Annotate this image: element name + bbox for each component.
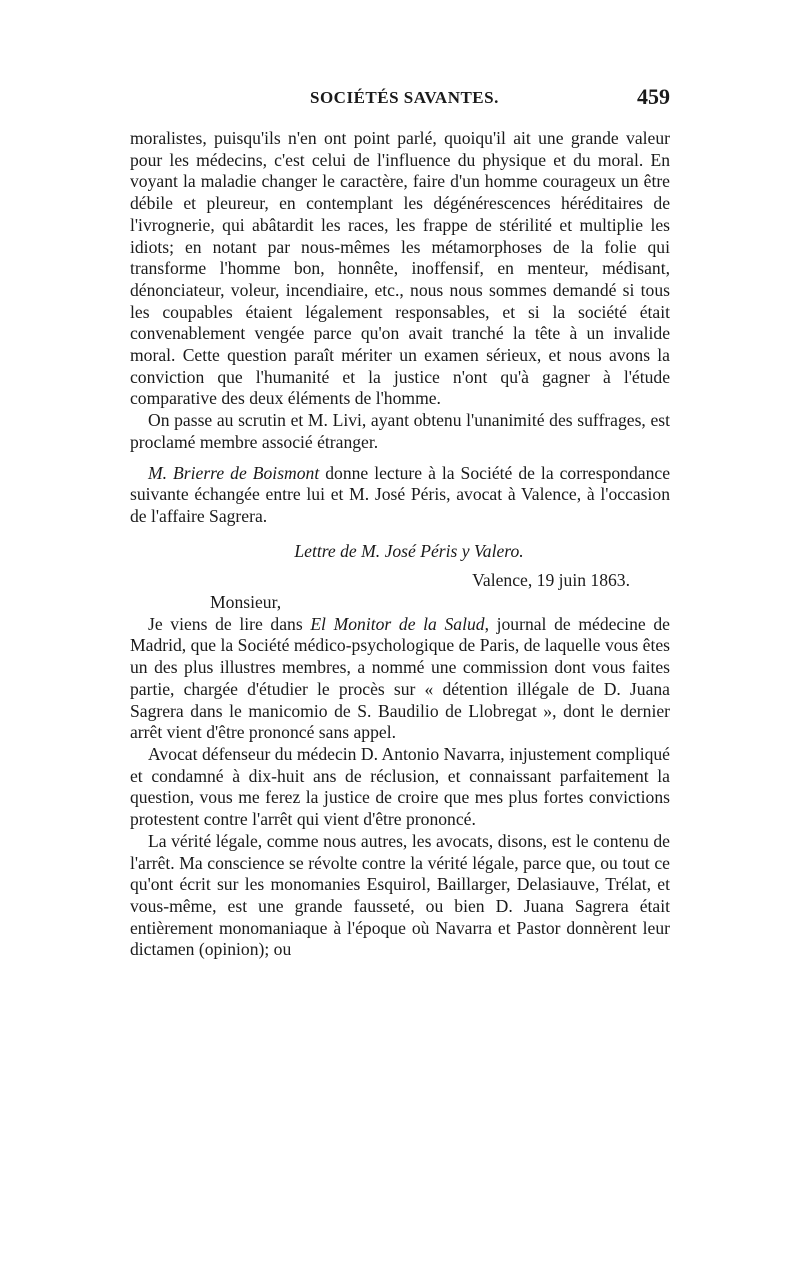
paragraph-election: On passe au scrutin et M. Livi, ayant obtenu l'unanimité des suffrages, est proclamé membre associé étranger. (130, 410, 670, 452)
letter-dateline: Valence, 19 juin 1863. (472, 570, 630, 591)
page-number: 459 (637, 84, 670, 109)
paragraph-letter-intro (130, 614, 670, 744)
running-header (130, 84, 670, 118)
speaker-name: M. Brierre de Boismont (148, 462, 320, 483)
paragraph-correspondence (130, 463, 670, 528)
letter-salutation: Monsieur, (210, 592, 282, 613)
paragraph-correspondence-text: donne lecture à la Société de la correspondance suivante échangée entre lui et M. José Péris, avocat à Valence, à l'occasion de l'affaire Sagrera. (130, 462, 671, 526)
paragraph-defense: Avocat défenseur du médecin D. Antonio Navarra, injustement compliqué et condamné à dix-huit ans de réclusion, et connaissant parfaitement la question, vous me ferez la justice de croire que mes plus fortes convictions protestent contre l'arrêt qui vient d'être prononcé. (130, 743, 670, 830)
body-text (130, 128, 670, 961)
paragraph-legal-truth: La vérité légale, comme nous autres, les avocats, disons, est le contenu de l'arrêt. Ma conscience se révolte contre la vérité légale, parce que, ou tout ce qu'ont écrit sur les monomanies Esquirol, Baillarger, Delasiauve, Trélat, et vous-même, est une grande fausseté, ou bien D. Juana Sagrera était entièrement monomaniaque à l'époque où Navarra et Pastor donnèrent leur dictamen (opinion); ou (130, 830, 670, 960)
paragraph-continuation: moralistes, puisqu'ils n'en ont point parlé, quoiqu'il ait une grande valeur pour les médecins, c'est celui de l'influence du physique et du moral. En voyant la maladie changer le caractère, faire d'un homme courageux un être débile et pleureur, en contemplant les dégénérescences héréditaires de l'ivrognerie, qui abâtardit les races, les frappe de stérilité et multiplie les idiots; en notant par nous-mêmes les métamorphoses de la folie qui transforme l'homme bon, honnête, inoffensif, en menteur, médisant, dénonciateur, voleur, incendiaire, etc., nous nous sommes demandé si tous les coupables étaient légalement responsables, et si la société était convenablement vengée parce qu'on avait tranché la tête à un invalide moral. Cette question paraît mériter un examen sérieux, et nous avons la conviction que l'humanité et la justice n'ont qu'à gagner à l'étude comparative des deux éléments de l'homme. (130, 128, 670, 409)
paragraph-letter-intro-a: Je viens de lire dans (148, 613, 311, 634)
running-title: SOCIÉTÉS SAVANTES. (310, 88, 499, 107)
journal-title: El Monitor de la Salud (310, 613, 485, 634)
paragraph-letter-intro-b: , journal de médecine de Madrid, que la Société médico-psychologique de Paris, de laquelle vous êtes un des plus illustres membres, a nommé une commission dont vous faites partie, chargée d'étudier le procès sur « détention illégale de D. Juana Sagrera dans le manicomio de S. Baudilio de Llobregat », dont le dernier arrêt vient d'être prononcé sans appel. (130, 613, 670, 743)
letter-heading: Lettre de M. José Péris y Valero. (294, 540, 524, 561)
